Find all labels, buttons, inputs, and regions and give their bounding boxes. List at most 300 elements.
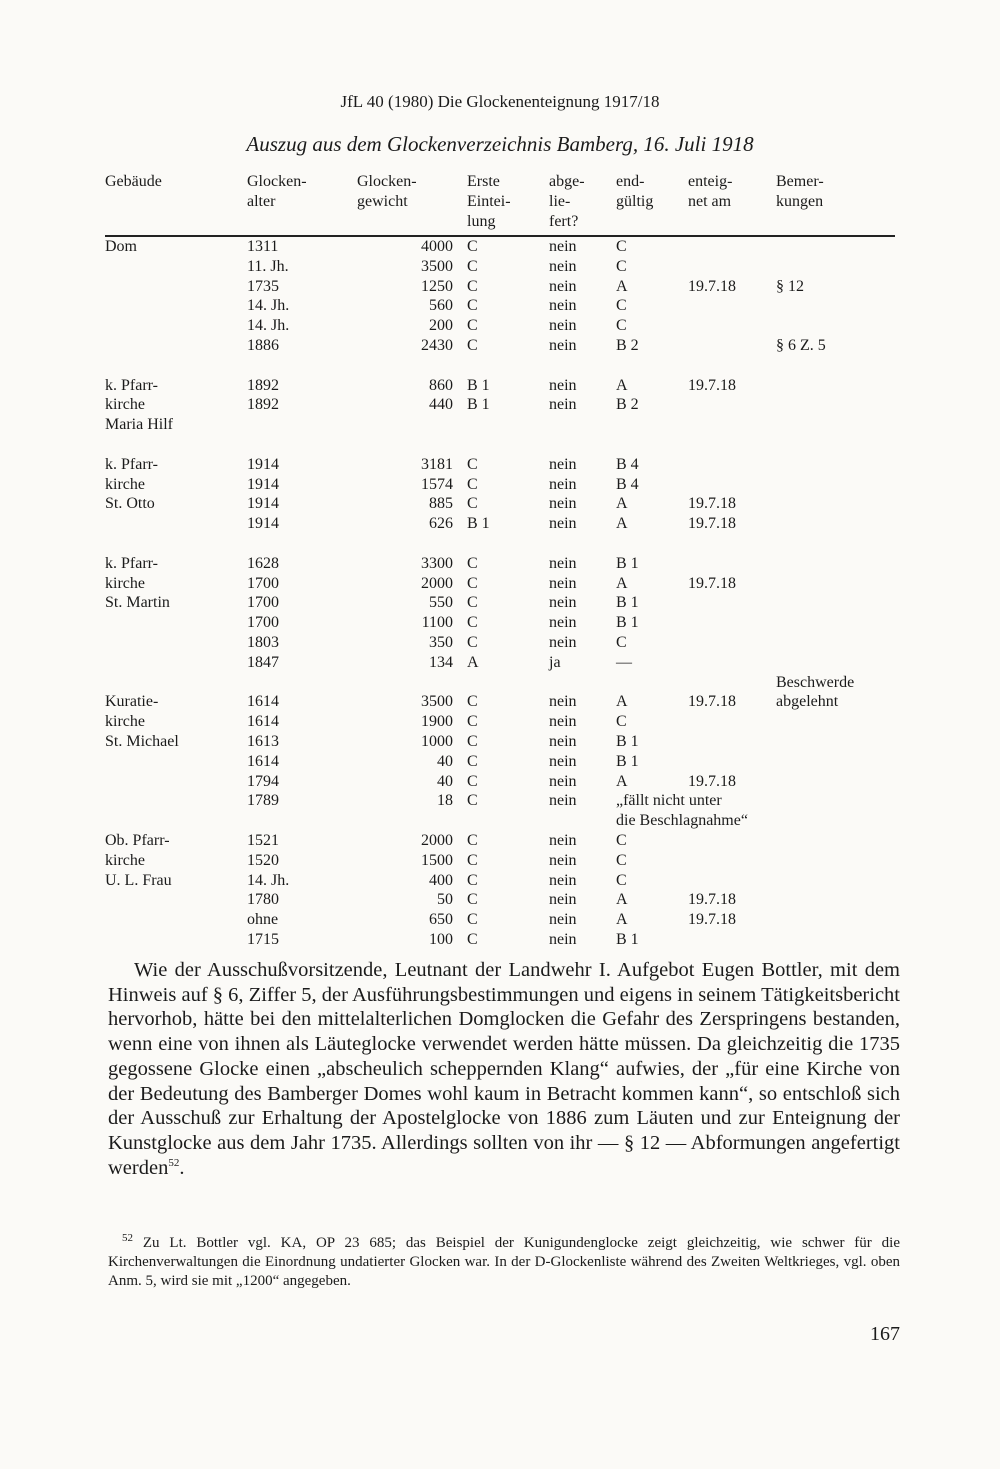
cell-expropriated-on: 19.7.18 — [688, 574, 736, 592]
cell-bell-age: ohne — [247, 911, 279, 929]
table-row — [105, 296, 895, 316]
cell-bell-age — [247, 811, 357, 831]
cell-final: A — [616, 772, 628, 790]
cell-remarks — [776, 890, 895, 910]
cell-bell-weight: 440 — [429, 396, 453, 414]
cell-bell-age: 1700 — [247, 574, 279, 592]
cell-expropriated-on: 19.7.18 — [688, 891, 736, 909]
cell-final: C — [616, 257, 627, 275]
cell-building — [105, 296, 247, 316]
cell-remarks — [776, 494, 895, 514]
column-header-line: fert? — [549, 213, 579, 230]
cell-expropriated-on: 19.7.18 — [688, 277, 736, 295]
cell-building — [105, 653, 247, 673]
cell-remarks — [776, 752, 895, 772]
column-header-line: Eintei- — [467, 193, 511, 210]
table-header-row — [105, 172, 895, 236]
table-row — [105, 574, 895, 594]
cell-building: U. L. Frau — [105, 871, 172, 889]
cell-building: kirche — [105, 574, 145, 592]
cell-bell-age — [247, 415, 357, 435]
cell-building — [105, 257, 247, 277]
page-number: 167 — [870, 1323, 900, 1345]
cell-bell-weight: 4000 — [421, 238, 453, 255]
table-row — [105, 692, 895, 712]
cell-first-classification: C — [467, 594, 478, 612]
cell-delivered: nein — [549, 277, 577, 295]
cell-bell-age: 1892 — [247, 376, 279, 394]
footnote-reference[interactable]: 52 — [168, 1156, 180, 1169]
cell-delivered: nein — [549, 455, 577, 473]
cell-first-classification: C — [467, 336, 478, 354]
column-header-line: Glocken- — [357, 173, 417, 190]
cell-expropriated-on: 19.7.18 — [688, 376, 736, 394]
column-header-delivered — [549, 172, 616, 236]
cell-delivered: nein — [549, 396, 577, 414]
cell-expropriated-on — [688, 236, 776, 257]
table-row — [105, 791, 895, 811]
cell-delivered: nein — [549, 614, 577, 632]
cell-bell-age: 1914 — [247, 495, 279, 513]
cell-first-classification: A — [467, 653, 479, 671]
cell-building — [105, 791, 247, 811]
paragraph-text: Wie der Ausschußvorsitzende, Leutnant der Landwehr I. Aufgebot Eugen Bottler, mit dem Hinweis auf § 6, Ziffer 5, der Ausführungsbestimmungen und eigens in seinem Tätigkeitsbericht hervorhob, hätte bei den mittelalterlichen Domglocken die Gefahr des Zerspringens bestanden, wenn eine von ihnen als Läuteglocke verwendet werden hätte müssen. Da gleichzeitig die 1735 gegossene Glocke einen „abscheulich scheppernden Klang“ aufwies, der „für eine Kirche von der Bedeutung des Bamberger Domes wohl kaum in Betracht kommen kann“, so entschloß sich der Ausschuß zur Erhaltung der Apostelglocke von 1886 zum Läuten und zur Enteignung der Kunstglocke aus dem Jahr 1735. Allerdings sollten von ihr — § 12 — Abformungen angefertigt werden — [108, 959, 900, 1179]
cell-delivered: nein — [549, 732, 577, 750]
cell-final: B 4 — [616, 455, 639, 473]
cell-delivered: nein — [549, 238, 577, 255]
cell-remarks — [776, 851, 895, 871]
cell-bell-weight: 1250 — [421, 277, 453, 295]
cell-first-classification: C — [467, 891, 478, 909]
cell-expropriated-on — [688, 455, 776, 475]
cell-expropriated-on: 19.7.18 — [688, 515, 736, 533]
cell-final: C — [616, 831, 627, 849]
table-row — [105, 455, 895, 475]
cell-building — [105, 930, 247, 950]
cell-remarks — [776, 811, 895, 831]
cell-bell-age: 1789 — [247, 792, 279, 810]
cell-bell-weight: 100 — [429, 930, 453, 948]
cell-delivered — [549, 673, 616, 693]
cell-delivered: nein — [549, 297, 577, 315]
cell-bell-age: 11. Jh. — [247, 257, 289, 275]
cell-bell-weight: 626 — [429, 515, 453, 533]
cell-delivered: nein — [549, 871, 577, 889]
table-row — [105, 415, 895, 435]
cell-final: B 1 — [616, 614, 639, 632]
cell-first-classification: C — [467, 317, 478, 335]
cell-final: B 1 — [616, 930, 639, 948]
cell-expropriated-on — [688, 316, 776, 336]
table-row — [105, 593, 895, 613]
cell-delivered: ja — [549, 653, 561, 671]
table-row — [105, 514, 895, 534]
cell-building — [105, 316, 247, 336]
cell-delivered: nein — [549, 713, 577, 731]
cell-delivered: nein — [549, 831, 577, 849]
cell-first-classification: C — [467, 693, 478, 711]
cell-bell-weight: 400 — [429, 871, 453, 889]
cell-final: B 2 — [616, 336, 639, 354]
cell-bell-weight — [357, 811, 467, 831]
body-paragraph — [108, 958, 900, 1180]
cell-bell-age: 1914 — [247, 515, 279, 533]
cell-remarks — [776, 871, 895, 891]
cell-bell-weight: 560 — [429, 297, 453, 315]
cell-remarks — [776, 732, 895, 752]
cell-delivered: nein — [549, 475, 577, 493]
cell-remarks — [776, 653, 895, 673]
cell-final: A — [616, 574, 628, 592]
cell-building: kirche — [105, 475, 145, 493]
cell-expropriated-on — [688, 475, 776, 495]
cell-delivered: nein — [549, 257, 577, 275]
paragraph-end: . — [179, 1156, 185, 1179]
cell-building — [105, 772, 247, 792]
cell-bell-age: 14. Jh. — [247, 871, 290, 889]
cell-remarks — [776, 316, 895, 336]
cell-bell-weight — [357, 673, 467, 693]
table-row — [105, 613, 895, 633]
cell-final: C — [616, 871, 627, 889]
column-header-line: abge- — [549, 173, 585, 190]
cell-final: B 4 — [616, 475, 639, 493]
cell-first-classification — [467, 415, 549, 435]
cell-expropriated-on — [688, 613, 776, 633]
cell-expropriated-on — [688, 712, 776, 732]
cell-bell-weight: 1500 — [421, 851, 453, 869]
cell-remarks — [776, 712, 895, 732]
column-header-line: lie- — [549, 193, 571, 210]
cell-remarks: § 12 — [776, 277, 804, 295]
cell-expropriated-on — [688, 673, 776, 693]
cell-building: kirche — [105, 396, 145, 414]
cell-building — [105, 752, 247, 772]
cell-building — [105, 336, 247, 356]
cell-bell-age: 1700 — [247, 614, 279, 632]
cell-bell-weight: 350 — [429, 633, 453, 651]
cell-bell-weight: 1000 — [421, 732, 453, 750]
cell-bell-weight: 885 — [429, 495, 453, 513]
cell-bell-weight: 1100 — [421, 614, 453, 632]
cell-delivered: nein — [549, 317, 577, 335]
cell-first-classification: C — [467, 792, 478, 810]
cell-bell-weight — [357, 415, 467, 435]
cell-building: St. Otto — [105, 495, 155, 513]
cell-first-classification: C — [467, 633, 478, 651]
cell-final: A — [616, 277, 628, 295]
cell-building: k. Pfarr- — [105, 455, 158, 473]
cell-building: St. Martin — [105, 594, 170, 612]
table-row — [105, 890, 895, 910]
table-title: Auszug aus dem Glockenverzeichnis Bamberg, 16. Juli 1918 — [246, 132, 754, 156]
cell-bell-weight: 3300 — [421, 554, 453, 572]
cell-delivered: nein — [549, 693, 577, 711]
cell-expropriated-on — [688, 415, 776, 435]
cell-delivered: nein — [549, 792, 577, 810]
cell-remarks — [776, 930, 895, 950]
spacer-cell — [105, 356, 895, 376]
table-row — [105, 316, 895, 336]
spacer-cell — [105, 534, 895, 554]
cell-bell-age: 1886 — [247, 336, 279, 354]
cell-expropriated-on — [688, 554, 776, 574]
table-row — [105, 554, 895, 574]
cell-bell-age: 1311 — [247, 238, 279, 255]
column-header-line: Glocken- — [247, 173, 307, 190]
table-row — [105, 752, 895, 772]
cell-remarks — [776, 376, 895, 396]
cell-bell-weight: 1574 — [421, 475, 453, 493]
cell-bell-age: 1521 — [247, 831, 279, 849]
column-header-line: Erste — [467, 173, 500, 190]
table-row — [105, 871, 895, 891]
cell-final: A — [616, 515, 628, 533]
cell-final: A — [616, 376, 628, 394]
cell-final: A — [616, 911, 628, 929]
column-header-bell-weight — [357, 172, 467, 236]
table-row — [105, 732, 895, 752]
table-row — [105, 811, 895, 831]
cell-expropriated-on: 19.7.18 — [688, 772, 736, 790]
cell-remarks — [776, 574, 895, 594]
cell-final: C — [616, 851, 627, 869]
cell-building — [105, 514, 247, 534]
column-header-building — [105, 172, 247, 236]
cell-delivered: nein — [549, 574, 577, 592]
table-row — [105, 257, 895, 277]
cell-first-classification: C — [467, 911, 478, 929]
cell-bell-age: 1628 — [247, 554, 279, 572]
cell-remarks — [776, 613, 895, 633]
cell-remarks: abgelehnt — [776, 693, 839, 711]
table-row — [105, 633, 895, 653]
cell-final: B 2 — [616, 396, 639, 414]
cell-building: Maria Hilf — [105, 416, 173, 434]
table-body — [105, 236, 895, 950]
cell-remarks — [776, 772, 895, 792]
cell-expropriated-on — [688, 732, 776, 752]
column-header-bell-age — [247, 172, 357, 236]
cell-final: C — [616, 713, 627, 731]
cell-delivered: nein — [549, 633, 577, 651]
cell-bell-weight: 2000 — [421, 831, 453, 849]
cell-final: C — [616, 633, 627, 651]
cell-expropriated-on — [688, 593, 776, 613]
cell-building: Ob. Pfarr- — [105, 831, 170, 849]
cell-first-classification: C — [467, 277, 478, 295]
cell-building: kirche — [105, 851, 145, 869]
column-header-line: net am — [688, 193, 732, 210]
cell-building: Kuratie- — [105, 693, 159, 711]
cell-bell-weight: 200 — [429, 317, 453, 335]
cell-final: — — [616, 653, 632, 671]
column-header-first-classification — [467, 172, 549, 236]
cell-first-classification: C — [467, 752, 478, 770]
cell-final: C — [616, 317, 627, 335]
cell-building — [105, 673, 247, 693]
cell-remarks — [776, 455, 895, 475]
cell-final: A — [616, 891, 628, 909]
cell-delivered: nein — [549, 930, 577, 948]
cell-building — [105, 633, 247, 653]
cell-remarks — [776, 236, 895, 257]
cell-bell-age: 14. Jh. — [247, 317, 290, 335]
table-row — [105, 376, 895, 396]
cell-bell-age: 1780 — [247, 891, 279, 909]
cell-building — [105, 890, 247, 910]
column-header-line: Bemer- — [776, 173, 824, 190]
cell-expropriated-on — [688, 257, 776, 277]
cell-delivered: nein — [549, 851, 577, 869]
cell-first-classification: B 1 — [467, 396, 490, 414]
column-header-remarks — [776, 172, 895, 236]
cell-bell-age: 1794 — [247, 772, 279, 790]
table-row — [105, 712, 895, 732]
cell-expropriated-on — [688, 296, 776, 316]
cell-remarks — [776, 791, 895, 811]
cell-bell-age: 1803 — [247, 633, 279, 651]
cell-first-classification — [467, 811, 549, 831]
cell-final: „fällt nicht unter — [616, 792, 722, 810]
cell-remarks — [776, 633, 895, 653]
cell-bell-age: 1700 — [247, 594, 279, 612]
cell-final — [616, 415, 688, 435]
cell-delivered — [549, 811, 616, 831]
cell-first-classification: B 1 — [467, 376, 490, 394]
cell-expropriated-on — [688, 752, 776, 772]
column-header-line: lung — [467, 213, 496, 230]
cell-first-classification: C — [467, 554, 478, 572]
footnote-text: Zu Lt. Bottler vgl. KA, OP 23 685; das Beispiel der Kunigundenglocke zeigt gleichzeitig, wie schwer für die Kirchenverwaltungen die Einordnung undatierter Glocken war. In der D-Glockenliste während des Zweiten Weltkrieges, vgl. oben Anm. 5, wird sie mit „1200“ angegeben. — [108, 1235, 900, 1289]
cell-bell-weight: 1900 — [421, 713, 453, 731]
cell-final: C — [616, 238, 627, 255]
cell-remarks — [776, 554, 895, 574]
running-header: JfL 40 (1980) Die Glockenenteignung 1917/18 — [340, 92, 660, 111]
cell-bell-age: 1735 — [247, 277, 279, 295]
table-row — [105, 277, 895, 297]
table-row — [105, 910, 895, 930]
cell-delivered — [549, 415, 616, 435]
table-row — [105, 395, 895, 415]
cell-remarks — [776, 257, 895, 277]
cell-bell-age — [247, 673, 357, 693]
cell-remarks — [776, 514, 895, 534]
cell-first-classification: C — [467, 713, 478, 731]
table-row — [105, 831, 895, 851]
cell-delivered: nein — [549, 376, 577, 394]
column-header-line: enteig- — [688, 173, 733, 190]
spacer-cell — [105, 435, 895, 455]
cell-bell-age: 1914 — [247, 455, 279, 473]
cell-remarks — [776, 475, 895, 495]
cell-bell-age: 1614 — [247, 693, 279, 711]
column-header-final — [616, 172, 688, 236]
cell-first-classification: C — [467, 297, 478, 315]
cell-bell-age: 1520 — [247, 851, 279, 869]
cell-bell-weight: 50 — [437, 891, 453, 909]
cell-building: k. Pfarr- — [105, 554, 158, 572]
cell-bell-age: 1614 — [247, 713, 279, 731]
cell-first-classification: C — [467, 871, 478, 889]
cell-first-classification: C — [467, 831, 478, 849]
cell-final: A — [616, 693, 628, 711]
cell-first-classification: C — [467, 495, 478, 513]
table-row — [105, 772, 895, 792]
bell-register-table — [105, 172, 895, 950]
cell-first-classification: C — [467, 930, 478, 948]
cell-first-classification — [467, 673, 549, 693]
cell-expropriated-on — [688, 395, 776, 415]
cell-bell-weight: 2430 — [421, 336, 453, 354]
group-spacer — [105, 534, 895, 554]
footnote — [108, 1234, 900, 1291]
cell-first-classification: C — [467, 614, 478, 632]
cell-building — [105, 910, 247, 930]
table-row — [105, 236, 895, 257]
cell-remarks — [776, 415, 895, 435]
cell-first-classification: C — [467, 772, 478, 790]
cell-remarks: § 6 Z. 5 — [776, 336, 826, 354]
cell-delivered: nein — [549, 515, 577, 533]
cell-remarks: Beschwerde — [776, 673, 855, 691]
table-row — [105, 475, 895, 495]
cell-final: B 1 — [616, 752, 639, 770]
column-header-line: Gebäude — [105, 173, 162, 190]
cell-bell-weight: 40 — [437, 752, 453, 770]
cell-remarks — [776, 831, 895, 851]
column-header-line: end- — [616, 173, 645, 190]
cell-bell-age: 1715 — [247, 930, 279, 948]
cell-remarks — [776, 910, 895, 930]
cell-final: B 1 — [616, 732, 639, 750]
cell-delivered: nein — [549, 891, 577, 909]
cell-bell-age: 1614 — [247, 752, 279, 770]
cell-bell-age: 1892 — [247, 396, 279, 414]
cell-delivered: nein — [549, 772, 577, 790]
cell-bell-weight: 650 — [429, 911, 453, 929]
cell-building: kirche — [105, 713, 145, 731]
cell-expropriated-on — [688, 851, 776, 871]
table-row — [105, 851, 895, 871]
cell-building: St. Michael — [105, 732, 179, 750]
cell-building — [105, 277, 247, 297]
cell-bell-age: 14. Jh. — [247, 297, 290, 315]
cell-bell-weight: 550 — [429, 594, 453, 612]
column-header-line: gewicht — [357, 193, 408, 210]
cell-expropriated-on: 19.7.18 — [688, 495, 736, 513]
cell-bell-age: 1847 — [247, 653, 279, 671]
cell-delivered: nein — [549, 911, 577, 929]
cell-final: B 1 — [616, 554, 639, 572]
table-row — [105, 336, 895, 356]
cell-final: die Beschlagnahme“ — [616, 812, 748, 830]
cell-bell-age: 1613 — [247, 732, 279, 750]
cell-expropriated-on — [688, 831, 776, 851]
cell-bell-weight: 3500 — [421, 257, 453, 275]
cell-expropriated-on — [688, 871, 776, 891]
table-row — [105, 494, 895, 514]
cell-final: C — [616, 297, 627, 315]
cell-final: A — [616, 495, 628, 513]
column-header-line: alter — [247, 193, 276, 210]
cell-bell-weight: 3500 — [421, 693, 453, 711]
table-row — [105, 653, 895, 673]
cell-remarks — [776, 296, 895, 316]
cell-bell-weight: 134 — [429, 653, 453, 671]
cell-bell-age: 1914 — [247, 475, 279, 493]
table-row — [105, 673, 895, 693]
